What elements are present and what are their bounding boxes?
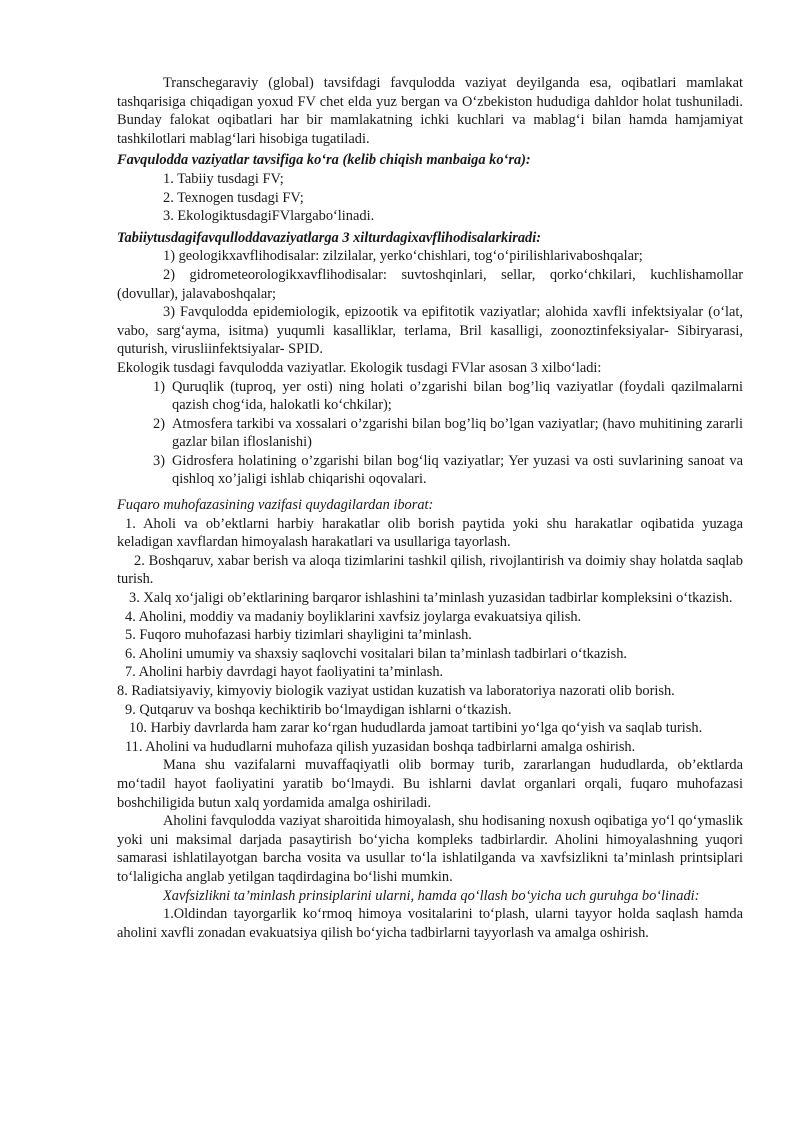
classification-item: 1. Tabiiy tusdagi FV; [163,170,284,187]
duty-item: 1. Aholi va ob’ektlarni harbiy harakatlar olib borish paytida yoki shu harakatlar oqibatida yuzaga keladigan xavflardan himoyalash harakatlari va usullariga tayorlash. [117,515,743,551]
natural-hazard-item: 1) geologikxavflihodisalar: zilzilalar, yerko‘chishlari, tog‘o‘pirilishlarivaboshqalar; [163,248,643,265]
natural-hazard-item: 3) Favqulodda epidemiologik, epizootik va epifitotik vaziyatlar; alohida xavfli infektsiyalar (o‘lat, vabo, sarg‘ayma, isitma) yuqumli kasalliklar, terlama, Bril kasalligi, zoonoztinfeksiyalar- Sibiryarasi, quturish, virusliinfektsiyalar- SPID. [117,304,743,358]
duties-heading: Fuqaro muhofazasining vazifasi quydagilardan iborat: [117,497,434,514]
ecological-list [117,378,743,490]
ecological-item-text: Gidrosfera holatining o’zgarishi bilan bog‘liq vaziyatlar; Yer yuzasi va osti suvlarining sanoat va qishloq xo’jaligi ishlab chiqarishi oqovalari. [172,452,743,488]
ecological-item [153,452,743,489]
duty-item: 8. Radiatsiyaviy, kimyoviy biologik vaziyat ustidan kuzatish va laboratoriya nazorati olib borish. [117,683,675,699]
principles-heading: Xavfsizlikni ta’minlash prinsiplarini ularni, hamda qo‘llash bo‘yicha uch guruhga bo‘linadi: [163,887,700,904]
ecological-intro: Ekologik tusdagi favqulodda vaziyatlar. Ekologik tusdagi FVlar asosan 3 xilbo‘ladi: [117,359,602,376]
classification-heading: Favqulodda vaziyatlar tavsifiga ko‘ra (kelib chiqish manbaiga ko‘ra): [117,152,531,169]
ecological-item [153,378,743,415]
duty-item: 9. Qutqaruv va boshqa kechiktirib bo‘lmaydigan ishlarni o‘tkazish. [125,701,512,718]
natural-hazard-item: 2) gidrometeorologikxavflihodisalar: suvtoshqinlari, sellar, qorko‘chkilari, kuchlishamollar (dovullar), jalavaboshqalar; [117,266,743,302]
ecological-item-number: 3) [153,452,165,469]
duty-item: 6. Aholini umumiy va shaxsiy saqlovchi vositalari bilan ta’minlash tadbirlari o‘tkazish. [125,645,627,662]
duty-item: 10. Harbiy davrlarda ham zarar ko‘rgan hududlarda jamoat tartibini yo‘lga qo‘yish va saqlab turish. [129,720,703,737]
document-page [117,74,743,942]
duty-item: 2. Boshqaruv, xabar berish va aloqa tizimlarini tashkil qilish, rivojlantirish va doimiy shay holatda saqlab turish. [117,552,743,588]
duty-item: 4. Aholini, moddiy va madaniy boyliklarini xavfsiz joylarga evakuatsiya qilish. [125,608,582,625]
ecological-item-text: Quruqlik (tuproq, yer osti) ning holati o’zgarishi bilan bog’liq vaziyatlar (foydali qazilmalarni qazish chog‘ida, halokatli ko‘chkilar); [172,378,743,414]
ecological-item [153,415,743,452]
duty-item: 5. Fuqoro muhofazasi harbiy tizimlari shayligini ta’minlash. [125,627,472,644]
classification-item: 3. EkologiktusdagiFVlargabo‘linadi. [163,208,375,225]
closing-paragraph: Mana shu vazifalarni muvaffaqiyatli olib bormay turib, zararlangan hududlarda, ob’ektlarda mo‘tadil hayot faoliyatini yaratib bo‘lmaydi. Bu ishlarni davlat organlari orqali, fuqaro muhofazasi boshchiligida butun xalq yordamida amalga oshiriladi. [117,757,743,811]
duty-item: 11. Aholini va hududlarni muhofaza qilish yuzasidan boshqa tadbirlarni amalga oshirish. [125,738,636,755]
classification-item: 2. Texnogen tusdagi FV; [163,189,304,206]
closing-paragraph: Aholini favqulodda vaziyat sharoitida himoyalash, shu hodisaning noxush oqibatiga yo‘l qo‘ymaslik yoki uni maksimal darjada pasaytirish bo‘yicha kompleks tadbirlardir. Aholini himoyalashning yuqori samarasi ishlatilayotgan barcha vosita va usullar to‘la ishlatilganda va xavfsizlikni ta’minlash printsiplari to‘laligicha anglab yetilgan taqdirdagina bo‘lishi mumkin. [117,813,743,885]
intro-paragraph: Transchegaraviy (global) tavsifdagi favqulodda vaziyat deyilganda esa, oqibatlari mamlakat tashqarisiga chiqadigan yoxud FV chet elda yuz bergan va O‘zbekiston hududiga dahldor holat tushuniladi. Bunday falokat oqibatlari har bir mamlakatning ichki kuchlari va mablag‘i bilan hamda hamjamiyat tashkilotlari mablag‘lari hisobiga tugatiladi. [117,75,743,147]
ecological-item-number: 2) [153,415,165,432]
closing-paragraph: 1.Oldindan tayorgarlik ko‘rmoq himoya vositalarini to‘plash, ularni tayyor holda saqlash hamda aholini xavfli zonadan evakuatsiya qilish bo‘yicha tadbirlarni tayyorlash va amalga oshirish. [117,906,743,941]
ecological-item-number: 1) [153,378,165,395]
ecological-item-text: Atmosfera tarkibi va xossalari o’zgarishi bilan bog’liq bo’lgan vaziyatlar; (havo muhitining zararli gazlar bilan ifloslanishi) [172,415,743,451]
natural-hazards-heading: Tabiiytusdagifavqulloddavaziyatlarga 3 xilturdagixavflihodisalarkiradi: [117,229,542,246]
duty-item: 3. Xalq xo‘jaligi ob’ektlarining barqaror ishlashini ta’minlash yuzasidan tadbirlar kompleksini o‘tkazish. [129,590,733,607]
duty-item: 7. Aholini harbiy davrdagi hayot faoliyatini ta’minlash. [125,664,444,681]
